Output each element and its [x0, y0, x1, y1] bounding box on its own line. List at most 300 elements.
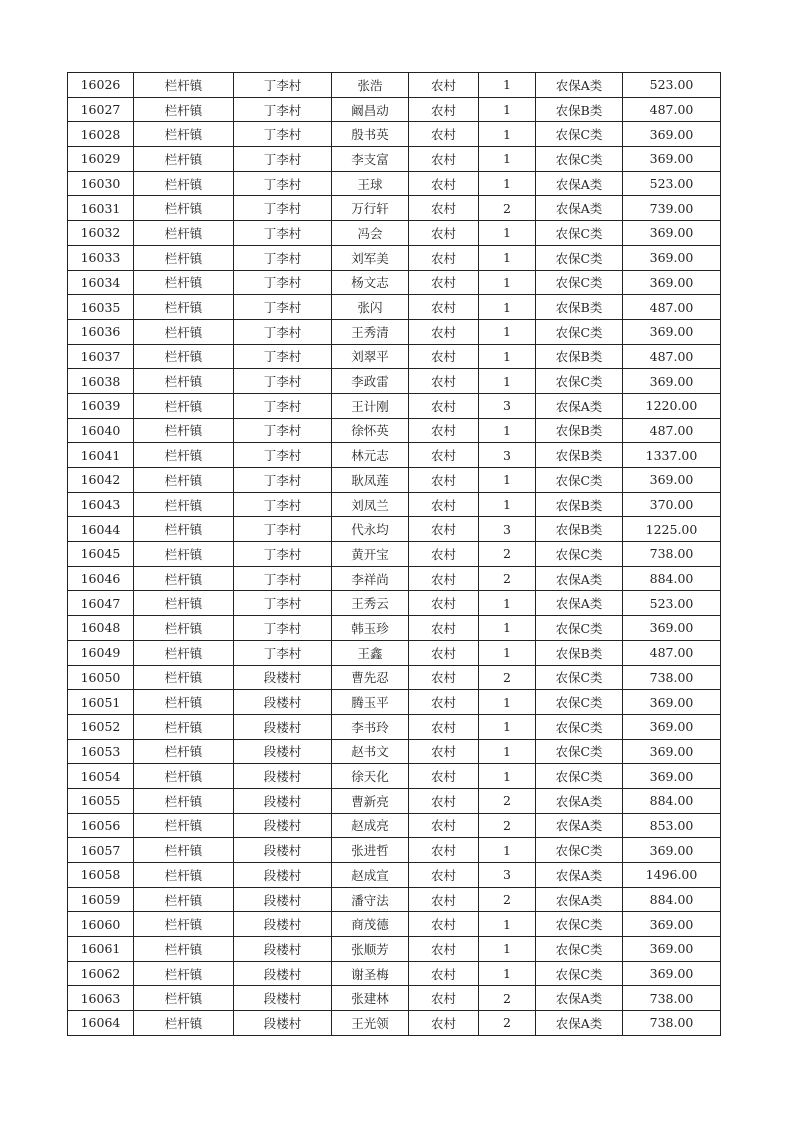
- count-cell: 2: [479, 542, 536, 567]
- amount-cell: 738.00: [623, 542, 721, 567]
- town-cell: 栏杆镇: [134, 838, 234, 863]
- village-cell: 丁李村: [234, 443, 332, 468]
- village-cell: 丁李村: [234, 171, 332, 196]
- count-cell: 2: [479, 887, 536, 912]
- name-cell: 曹新亮: [332, 788, 409, 813]
- amount-cell: 487.00: [623, 344, 721, 369]
- id-cell: 16036: [68, 319, 134, 344]
- name-cell: 杨文志: [332, 270, 409, 295]
- table-row: [68, 542, 721, 567]
- count-cell: 1: [479, 245, 536, 270]
- id-cell: 16061: [68, 937, 134, 962]
- table-row: [68, 468, 721, 493]
- table-row: [68, 690, 721, 715]
- town-cell: 栏杆镇: [134, 295, 234, 320]
- amount-cell: 370.00: [623, 492, 721, 517]
- name-cell: 谢圣梅: [332, 961, 409, 986]
- amount-cell: 369.00: [623, 739, 721, 764]
- table-row: [68, 393, 721, 418]
- id-cell: 16046: [68, 566, 134, 591]
- category-cell: 农保C类: [536, 245, 623, 270]
- category-cell: 农保A类: [536, 1011, 623, 1036]
- id-cell: 16029: [68, 147, 134, 172]
- type-cell: 农村: [409, 171, 479, 196]
- id-cell: 16041: [68, 443, 134, 468]
- name-cell: 耿凤莲: [332, 468, 409, 493]
- village-cell: 丁李村: [234, 344, 332, 369]
- village-cell: 段楼村: [234, 690, 332, 715]
- id-cell: 16040: [68, 418, 134, 443]
- name-cell: 王鑫: [332, 640, 409, 665]
- category-cell: 农保A类: [536, 591, 623, 616]
- amount-cell: 738.00: [623, 665, 721, 690]
- count-cell: 3: [479, 863, 536, 888]
- count-cell: 1: [479, 468, 536, 493]
- village-cell: 丁李村: [234, 221, 332, 246]
- village-cell: 丁李村: [234, 591, 332, 616]
- village-cell: 丁李村: [234, 97, 332, 122]
- count-cell: 1: [479, 961, 536, 986]
- village-cell: 段楼村: [234, 937, 332, 962]
- name-cell: 林元志: [332, 443, 409, 468]
- amount-cell: 369.00: [623, 245, 721, 270]
- amount-cell: 884.00: [623, 788, 721, 813]
- name-cell: 黄开宝: [332, 542, 409, 567]
- amount-cell: 369.00: [623, 369, 721, 394]
- village-cell: 丁李村: [234, 640, 332, 665]
- category-cell: 农保A类: [536, 788, 623, 813]
- id-cell: 16051: [68, 690, 134, 715]
- town-cell: 栏杆镇: [134, 171, 234, 196]
- id-cell: 16032: [68, 221, 134, 246]
- count-cell: 1: [479, 640, 536, 665]
- town-cell: 栏杆镇: [134, 986, 234, 1011]
- town-cell: 栏杆镇: [134, 912, 234, 937]
- id-cell: 16048: [68, 616, 134, 641]
- village-cell: 段楼村: [234, 788, 332, 813]
- name-cell: 韩玉珍: [332, 616, 409, 641]
- name-cell: 李政雷: [332, 369, 409, 394]
- table-row: [68, 616, 721, 641]
- count-cell: 1: [479, 97, 536, 122]
- table-row: [68, 369, 721, 394]
- type-cell: 农村: [409, 147, 479, 172]
- table-row: [68, 344, 721, 369]
- name-cell: 张进哲: [332, 838, 409, 863]
- town-cell: 栏杆镇: [134, 591, 234, 616]
- town-cell: 栏杆镇: [134, 344, 234, 369]
- name-cell: 赵书文: [332, 739, 409, 764]
- name-cell: 王计刚: [332, 393, 409, 418]
- town-cell: 栏杆镇: [134, 468, 234, 493]
- id-cell: 16056: [68, 813, 134, 838]
- type-cell: 农村: [409, 887, 479, 912]
- count-cell: 3: [479, 393, 536, 418]
- category-cell: 农保C类: [536, 270, 623, 295]
- count-cell: 1: [479, 221, 536, 246]
- amount-cell: 523.00: [623, 73, 721, 98]
- table-row: [68, 838, 721, 863]
- category-cell: 农保C类: [536, 690, 623, 715]
- count-cell: 1: [479, 171, 536, 196]
- table-row: [68, 196, 721, 221]
- id-cell: 16049: [68, 640, 134, 665]
- id-cell: 16063: [68, 986, 134, 1011]
- count-cell: 3: [479, 517, 536, 542]
- type-cell: 农村: [409, 813, 479, 838]
- category-cell: 农保B类: [536, 97, 623, 122]
- amount-cell: 738.00: [623, 986, 721, 1011]
- village-cell: 丁李村: [234, 73, 332, 98]
- table-row: [68, 739, 721, 764]
- count-cell: 1: [479, 739, 536, 764]
- id-cell: 16044: [68, 517, 134, 542]
- type-cell: 农村: [409, 764, 479, 789]
- name-cell: 代永均: [332, 517, 409, 542]
- name-cell: 腾玉平: [332, 690, 409, 715]
- type-cell: 农村: [409, 961, 479, 986]
- count-cell: 1: [479, 122, 536, 147]
- town-cell: 栏杆镇: [134, 813, 234, 838]
- town-cell: 栏杆镇: [134, 887, 234, 912]
- category-cell: 农保A类: [536, 73, 623, 98]
- category-cell: 农保C类: [536, 714, 623, 739]
- town-cell: 栏杆镇: [134, 196, 234, 221]
- id-cell: 16053: [68, 739, 134, 764]
- village-cell: 丁李村: [234, 147, 332, 172]
- id-cell: 16034: [68, 270, 134, 295]
- name-cell: 潘守法: [332, 887, 409, 912]
- type-cell: 农村: [409, 122, 479, 147]
- amount-cell: 487.00: [623, 295, 721, 320]
- id-cell: 16054: [68, 764, 134, 789]
- name-cell: 阚昌动: [332, 97, 409, 122]
- type-cell: 农村: [409, 788, 479, 813]
- id-cell: 16057: [68, 838, 134, 863]
- amount-cell: 369.00: [623, 616, 721, 641]
- table-row: [68, 764, 721, 789]
- count-cell: 1: [479, 319, 536, 344]
- id-cell: 16042: [68, 468, 134, 493]
- category-cell: 农保C类: [536, 616, 623, 641]
- type-cell: 农村: [409, 1011, 479, 1036]
- town-cell: 栏杆镇: [134, 492, 234, 517]
- type-cell: 农村: [409, 468, 479, 493]
- town-cell: 栏杆镇: [134, 739, 234, 764]
- name-cell: 王光领: [332, 1011, 409, 1036]
- category-cell: 农保B类: [536, 492, 623, 517]
- village-cell: 段楼村: [234, 813, 332, 838]
- village-cell: 丁李村: [234, 566, 332, 591]
- type-cell: 农村: [409, 344, 479, 369]
- category-cell: 农保C类: [536, 937, 623, 962]
- count-cell: 1: [479, 295, 536, 320]
- category-cell: 农保C类: [536, 912, 623, 937]
- town-cell: 栏杆镇: [134, 1011, 234, 1036]
- table-body: [68, 73, 721, 1036]
- category-cell: 农保A类: [536, 566, 623, 591]
- name-cell: 张浩: [332, 73, 409, 98]
- count-cell: 2: [479, 813, 536, 838]
- type-cell: 农村: [409, 912, 479, 937]
- table-row: [68, 665, 721, 690]
- type-cell: 农村: [409, 245, 479, 270]
- town-cell: 栏杆镇: [134, 764, 234, 789]
- category-cell: 农保A类: [536, 813, 623, 838]
- town-cell: 栏杆镇: [134, 369, 234, 394]
- id-cell: 16028: [68, 122, 134, 147]
- table-row: [68, 887, 721, 912]
- table-row: [68, 171, 721, 196]
- table-row: [68, 517, 721, 542]
- type-cell: 农村: [409, 270, 479, 295]
- amount-cell: 369.00: [623, 714, 721, 739]
- category-cell: 农保C类: [536, 221, 623, 246]
- name-cell: 殷书英: [332, 122, 409, 147]
- type-cell: 农村: [409, 73, 479, 98]
- amount-cell: 369.00: [623, 122, 721, 147]
- table-row: [68, 1011, 721, 1036]
- category-cell: 农保B类: [536, 344, 623, 369]
- id-cell: 16038: [68, 369, 134, 394]
- category-cell: 农保B类: [536, 295, 623, 320]
- type-cell: 农村: [409, 443, 479, 468]
- village-cell: 丁李村: [234, 270, 332, 295]
- type-cell: 农村: [409, 196, 479, 221]
- name-cell: 刘凤兰: [332, 492, 409, 517]
- category-cell: 农保A类: [536, 887, 623, 912]
- town-cell: 栏杆镇: [134, 319, 234, 344]
- id-cell: 16055: [68, 788, 134, 813]
- data-table: [67, 72, 721, 1036]
- type-cell: 农村: [409, 616, 479, 641]
- type-cell: 农村: [409, 863, 479, 888]
- count-cell: 2: [479, 566, 536, 591]
- village-cell: 丁李村: [234, 542, 332, 567]
- table-row: [68, 863, 721, 888]
- village-cell: 段楼村: [234, 764, 332, 789]
- count-cell: 1: [479, 616, 536, 641]
- id-cell: 16037: [68, 344, 134, 369]
- village-cell: 段楼村: [234, 912, 332, 937]
- type-cell: 农村: [409, 566, 479, 591]
- id-cell: 16031: [68, 196, 134, 221]
- name-cell: 曹先忍: [332, 665, 409, 690]
- count-cell: 1: [479, 912, 536, 937]
- category-cell: 农保A类: [536, 393, 623, 418]
- name-cell: 刘军美: [332, 245, 409, 270]
- town-cell: 栏杆镇: [134, 863, 234, 888]
- id-cell: 16043: [68, 492, 134, 517]
- count-cell: 1: [479, 418, 536, 443]
- town-cell: 栏杆镇: [134, 122, 234, 147]
- town-cell: 栏杆镇: [134, 937, 234, 962]
- id-cell: 16050: [68, 665, 134, 690]
- count-cell: 1: [479, 147, 536, 172]
- count-cell: 1: [479, 73, 536, 98]
- amount-cell: 487.00: [623, 640, 721, 665]
- name-cell: 张顺芳: [332, 937, 409, 962]
- table-row: [68, 492, 721, 517]
- amount-cell: 523.00: [623, 171, 721, 196]
- amount-cell: 1496.00: [623, 863, 721, 888]
- id-cell: 16064: [68, 1011, 134, 1036]
- id-cell: 16062: [68, 961, 134, 986]
- table-row: [68, 418, 721, 443]
- village-cell: 段楼村: [234, 887, 332, 912]
- town-cell: 栏杆镇: [134, 270, 234, 295]
- town-cell: 栏杆镇: [134, 665, 234, 690]
- name-cell: 王秀云: [332, 591, 409, 616]
- amount-cell: 369.00: [623, 690, 721, 715]
- table-row: [68, 912, 721, 937]
- name-cell: 李祥尚: [332, 566, 409, 591]
- town-cell: 栏杆镇: [134, 245, 234, 270]
- amount-cell: 523.00: [623, 591, 721, 616]
- table-row: [68, 788, 721, 813]
- type-cell: 农村: [409, 640, 479, 665]
- village-cell: 丁李村: [234, 492, 332, 517]
- category-cell: 农保C类: [536, 764, 623, 789]
- type-cell: 农村: [409, 714, 479, 739]
- type-cell: 农村: [409, 937, 479, 962]
- table-row: [68, 566, 721, 591]
- category-cell: 农保A类: [536, 863, 623, 888]
- category-cell: 农保B类: [536, 418, 623, 443]
- village-cell: 段楼村: [234, 961, 332, 986]
- table-row: [68, 937, 721, 962]
- name-cell: 李支富: [332, 147, 409, 172]
- table-row: [68, 245, 721, 270]
- type-cell: 农村: [409, 665, 479, 690]
- category-cell: 农保B类: [536, 640, 623, 665]
- count-cell: 2: [479, 986, 536, 1011]
- amount-cell: 739.00: [623, 196, 721, 221]
- table-row: [68, 813, 721, 838]
- category-cell: 农保C类: [536, 739, 623, 764]
- type-cell: 农村: [409, 393, 479, 418]
- town-cell: 栏杆镇: [134, 443, 234, 468]
- name-cell: 徐天化: [332, 764, 409, 789]
- category-cell: 农保C类: [536, 961, 623, 986]
- type-cell: 农村: [409, 591, 479, 616]
- name-cell: 张建林: [332, 986, 409, 1011]
- amount-cell: 1225.00: [623, 517, 721, 542]
- id-cell: 16059: [68, 887, 134, 912]
- village-cell: 段楼村: [234, 739, 332, 764]
- town-cell: 栏杆镇: [134, 566, 234, 591]
- village-cell: 段楼村: [234, 1011, 332, 1036]
- type-cell: 农村: [409, 418, 479, 443]
- village-cell: 丁李村: [234, 468, 332, 493]
- village-cell: 段楼村: [234, 863, 332, 888]
- amount-cell: 487.00: [623, 97, 721, 122]
- table-row: [68, 961, 721, 986]
- table-row: [68, 122, 721, 147]
- table-row: [68, 640, 721, 665]
- village-cell: 丁李村: [234, 517, 332, 542]
- category-cell: 农保C类: [536, 147, 623, 172]
- village-cell: 丁李村: [234, 393, 332, 418]
- table-row: [68, 443, 721, 468]
- category-cell: 农保C类: [536, 319, 623, 344]
- amount-cell: 369.00: [623, 319, 721, 344]
- amount-cell: 487.00: [623, 418, 721, 443]
- count-cell: 1: [479, 369, 536, 394]
- count-cell: 2: [479, 665, 536, 690]
- amount-cell: 853.00: [623, 813, 721, 838]
- town-cell: 栏杆镇: [134, 73, 234, 98]
- amount-cell: 369.00: [623, 838, 721, 863]
- village-cell: 丁李村: [234, 122, 332, 147]
- table-row: [68, 986, 721, 1011]
- name-cell: 王秀清: [332, 319, 409, 344]
- town-cell: 栏杆镇: [134, 788, 234, 813]
- village-cell: 段楼村: [234, 986, 332, 1011]
- name-cell: 万行轩: [332, 196, 409, 221]
- amount-cell: 369.00: [623, 468, 721, 493]
- town-cell: 栏杆镇: [134, 542, 234, 567]
- count-cell: 1: [479, 344, 536, 369]
- village-cell: 丁李村: [234, 616, 332, 641]
- table-row: [68, 270, 721, 295]
- town-cell: 栏杆镇: [134, 418, 234, 443]
- name-cell: 徐怀英: [332, 418, 409, 443]
- type-cell: 农村: [409, 319, 479, 344]
- table-row: [68, 73, 721, 98]
- village-cell: 丁李村: [234, 245, 332, 270]
- village-cell: 丁李村: [234, 295, 332, 320]
- name-cell: 赵成宣: [332, 863, 409, 888]
- amount-cell: 369.00: [623, 961, 721, 986]
- id-cell: 16045: [68, 542, 134, 567]
- category-cell: 农保A类: [536, 171, 623, 196]
- type-cell: 农村: [409, 739, 479, 764]
- type-cell: 农村: [409, 492, 479, 517]
- amount-cell: 369.00: [623, 912, 721, 937]
- amount-cell: 369.00: [623, 147, 721, 172]
- count-cell: 2: [479, 196, 536, 221]
- category-cell: 农保C类: [536, 542, 623, 567]
- town-cell: 栏杆镇: [134, 221, 234, 246]
- table-row: [68, 147, 721, 172]
- type-cell: 农村: [409, 97, 479, 122]
- count-cell: 1: [479, 270, 536, 295]
- table-row: [68, 221, 721, 246]
- count-cell: 1: [479, 492, 536, 517]
- id-cell: 16027: [68, 97, 134, 122]
- town-cell: 栏杆镇: [134, 961, 234, 986]
- id-cell: 16047: [68, 591, 134, 616]
- town-cell: 栏杆镇: [134, 393, 234, 418]
- table-row: [68, 591, 721, 616]
- id-cell: 16026: [68, 73, 134, 98]
- id-cell: 16033: [68, 245, 134, 270]
- amount-cell: 1220.00: [623, 393, 721, 418]
- amount-cell: 738.00: [623, 1011, 721, 1036]
- count-cell: 1: [479, 690, 536, 715]
- type-cell: 农村: [409, 295, 479, 320]
- count-cell: 1: [479, 764, 536, 789]
- name-cell: 张闪: [332, 295, 409, 320]
- category-cell: 农保C类: [536, 122, 623, 147]
- id-cell: 16030: [68, 171, 134, 196]
- count-cell: 1: [479, 591, 536, 616]
- name-cell: 刘翠平: [332, 344, 409, 369]
- town-cell: 栏杆镇: [134, 616, 234, 641]
- table-row: [68, 97, 721, 122]
- count-cell: 2: [479, 1011, 536, 1036]
